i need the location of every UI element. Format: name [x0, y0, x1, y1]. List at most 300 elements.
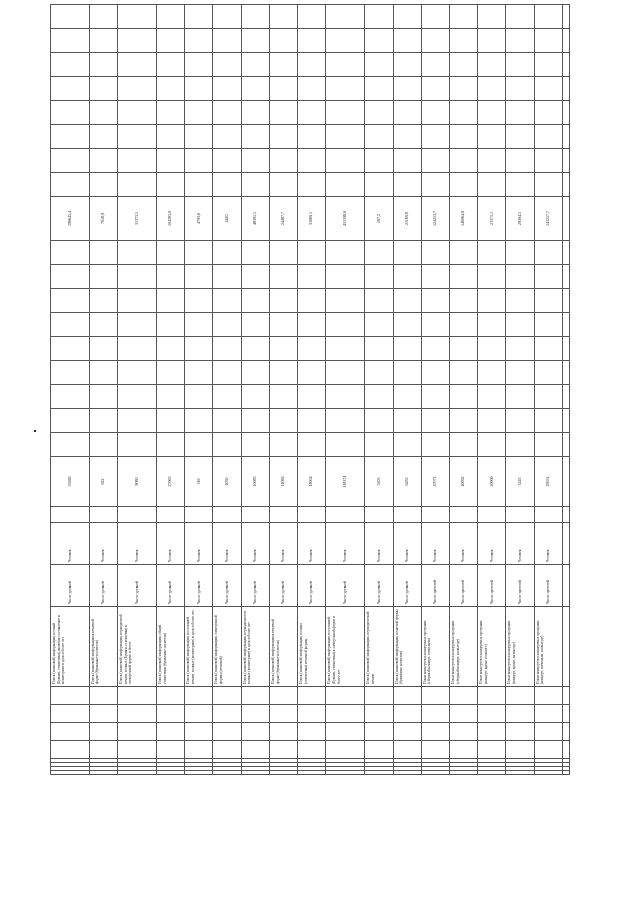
- empty-cell: [89, 149, 117, 173]
- empty-cell: [269, 173, 297, 197]
- empty-cell: [118, 385, 157, 409]
- empty-cell: [478, 763, 506, 767]
- empty-cell: [51, 149, 90, 173]
- empty-cell: [89, 5, 117, 29]
- empty-cell: [185, 507, 213, 523]
- empty-cell: [298, 53, 326, 77]
- empty-cell: [118, 265, 157, 289]
- planned-value-cell: 18004: [298, 457, 326, 507]
- empty-cell: [156, 767, 184, 771]
- empty-cell: [421, 687, 449, 705]
- empty-cell: [326, 289, 365, 313]
- empty-cell: [421, 53, 449, 77]
- empty-cell: [269, 241, 297, 265]
- empty-cell: [241, 337, 269, 361]
- table-row: [156, 5, 184, 775]
- empty-cell: [326, 687, 365, 705]
- empty-cell: [51, 771, 90, 775]
- empty-cell: [118, 29, 157, 53]
- indicator-name-cell: Число уровней: [393, 565, 421, 607]
- planned-value-cell: 316: [185, 457, 213, 507]
- empty-cell: [156, 241, 184, 265]
- empty-cell: [478, 385, 506, 409]
- planned-value-cell: 118374: [326, 457, 365, 507]
- empty-cell: [89, 241, 117, 265]
- empty-cell: [269, 337, 297, 361]
- empty-cell: [534, 149, 562, 173]
- empty-cell: [156, 361, 184, 385]
- empty-cell: [421, 29, 449, 53]
- empty-cell: [421, 337, 449, 361]
- empty-cell: [185, 687, 213, 705]
- empty-cell: [241, 763, 269, 767]
- empty-cell: [156, 763, 184, 767]
- empty-cell: [534, 313, 562, 337]
- empty-cell: [298, 289, 326, 313]
- table-row: [185, 5, 213, 775]
- empty-cell: [51, 433, 90, 457]
- empty-cell: [185, 759, 213, 763]
- empty-cell: [326, 767, 365, 771]
- empty-cell: [241, 687, 269, 705]
- empty-cell: [449, 433, 477, 457]
- empty-cell: [326, 385, 365, 409]
- empty-cell: [421, 149, 449, 173]
- empty-cell: [506, 53, 534, 77]
- empty-cell: [506, 313, 534, 337]
- empty-cell: [449, 741, 477, 759]
- service-name-cell: Поиск (плановой) информации, электронной формы (печатной): [213, 607, 241, 687]
- empty-cell: [213, 433, 241, 457]
- empty-cell: [506, 265, 534, 289]
- empty-cell: [506, 125, 534, 149]
- empty-cell: [506, 149, 534, 173]
- empty-cell: [393, 741, 421, 759]
- empty-cell: [156, 385, 184, 409]
- empty-cell: [393, 53, 421, 77]
- empty-cell: [89, 173, 117, 197]
- empty-cell: [185, 173, 213, 197]
- empty-cell: [421, 767, 449, 771]
- empty-cell: [506, 741, 534, 759]
- empty-cell: [298, 361, 326, 385]
- empty-cell: [213, 29, 241, 53]
- empty-cell: [156, 507, 184, 523]
- empty-cell: [562, 523, 569, 565]
- empty-cell: [534, 723, 562, 741]
- service-name-cell: Поиск (плановой) информации, постоянной (Бумаги, статистика) в электронной форме и более лет: [326, 607, 365, 687]
- empty-cell: [213, 5, 241, 29]
- table-row: [298, 5, 326, 775]
- empty-cell: [269, 53, 297, 77]
- volume-value-cell: 104383,9: [156, 197, 184, 241]
- empty-cell: [213, 723, 241, 741]
- empty-cell: [393, 337, 421, 361]
- empty-cell: [241, 265, 269, 289]
- empty-cell: [506, 763, 534, 767]
- volume-value-cell: 196645,4: [51, 197, 90, 241]
- volume-value-cell: 597,2: [365, 197, 393, 241]
- empty-cell: [51, 759, 90, 763]
- empty-cell: [562, 565, 569, 607]
- empty-cell: [478, 337, 506, 361]
- table-body: [51, 5, 570, 775]
- empty-cell: [156, 741, 184, 759]
- empty-cell: [562, 101, 569, 125]
- empty-cell: [506, 101, 534, 125]
- table-row: [51, 5, 90, 775]
- empty-cell: [185, 337, 213, 361]
- planned-value-cell: 4030: [213, 457, 241, 507]
- empty-cell: [562, 759, 569, 763]
- empty-cell: [365, 289, 393, 313]
- empty-cell: [51, 101, 90, 125]
- empty-cell: [241, 767, 269, 771]
- unit-cell: Человек: [118, 523, 157, 565]
- empty-cell: [478, 125, 506, 149]
- empty-cell: [89, 433, 117, 457]
- planned-value-cell: 3243: [506, 457, 534, 507]
- service-name-cell: Поиск (плановой) информации в печатной форме (бумажные носители): [269, 607, 297, 687]
- empty-cell: [118, 241, 157, 265]
- service-name-cell: Поиск (плановой) информации, постоянной печати, полных (мониторинг) в срок и более лет: [185, 607, 213, 687]
- empty-cell: [51, 767, 90, 771]
- empty-cell: [185, 5, 213, 29]
- indicator-name-cell: Число уровней: [269, 565, 297, 607]
- empty-cell: [213, 409, 241, 433]
- empty-cell: [51, 77, 90, 101]
- empty-cell: [156, 409, 184, 433]
- empty-cell: [298, 741, 326, 759]
- empty-cell: [298, 149, 326, 173]
- empty-cell: [421, 173, 449, 197]
- empty-cell: [298, 759, 326, 763]
- empty-cell: [393, 265, 421, 289]
- empty-cell: [534, 507, 562, 523]
- empty-cell: [421, 705, 449, 723]
- empty-cell: [506, 705, 534, 723]
- table-row: [213, 5, 241, 775]
- empty-cell: [51, 687, 90, 705]
- empty-cell: [326, 705, 365, 723]
- empty-cell: [326, 723, 365, 741]
- empty-cell: [326, 101, 365, 125]
- empty-cell: [365, 687, 393, 705]
- empty-cell: [534, 433, 562, 457]
- empty-cell: [421, 313, 449, 337]
- table-row: [89, 5, 117, 775]
- empty-cell: [478, 767, 506, 771]
- empty-cell: [534, 767, 562, 771]
- empty-cell: [562, 741, 569, 759]
- unit-cell: Человек: [506, 523, 534, 565]
- table-row: [241, 5, 269, 775]
- empty-cell: [506, 289, 534, 313]
- empty-cell: [118, 409, 157, 433]
- empty-cell: [326, 5, 365, 29]
- empty-cell: [89, 77, 117, 101]
- empty-cell: [156, 759, 184, 763]
- empty-cell: [213, 173, 241, 197]
- volume-value-cell: 4420: [213, 197, 241, 241]
- empty-cell: [241, 741, 269, 759]
- empty-cell: [326, 409, 365, 433]
- empty-cell: [156, 337, 184, 361]
- indicator-name-cell: Число зрителей: [478, 565, 506, 607]
- empty-cell: [365, 337, 393, 361]
- indicator-name-cell: Число уровней: [241, 565, 269, 607]
- empty-cell: [562, 385, 569, 409]
- table-row: [269, 5, 297, 775]
- empty-cell: [365, 101, 393, 125]
- empty-cell: [449, 763, 477, 767]
- empty-cell: [449, 759, 477, 763]
- empty-cell: [365, 53, 393, 77]
- empty-cell: [298, 723, 326, 741]
- service-name-cell: Поиск (плановой) информации, общей статистики (бумажные носители): [156, 607, 184, 687]
- empty-cell: [51, 265, 90, 289]
- indicator-name-cell: Число уровней: [118, 565, 157, 607]
- planned-value-cell: 5503: [365, 457, 393, 507]
- empty-cell: [449, 767, 477, 771]
- empty-cell: [393, 723, 421, 741]
- empty-cell: [478, 313, 506, 337]
- empty-cell: [449, 409, 477, 433]
- empty-cell: [421, 241, 449, 265]
- empty-cell: [156, 125, 184, 149]
- empty-cell: [118, 763, 157, 767]
- empty-cell: [118, 361, 157, 385]
- empty-cell: [478, 149, 506, 173]
- unit-cell: Человек: [51, 523, 90, 565]
- empty-cell: [393, 101, 421, 125]
- empty-cell: [51, 173, 90, 197]
- empty-cell: [185, 29, 213, 53]
- empty-cell: [241, 771, 269, 775]
- empty-cell: [534, 361, 562, 385]
- empty-cell: [89, 313, 117, 337]
- empty-cell: [89, 723, 117, 741]
- empty-cell: [213, 705, 241, 723]
- empty-cell: [365, 385, 393, 409]
- empty-cell: [185, 265, 213, 289]
- unit-cell: Человек: [269, 523, 297, 565]
- empty-cell: [241, 723, 269, 741]
- empty-cell: [241, 5, 269, 29]
- empty-cell: [506, 337, 534, 361]
- unit-cell: Человек: [393, 523, 421, 565]
- empty-cell: [393, 507, 421, 523]
- empty-cell: [118, 5, 157, 29]
- empty-cell: [185, 77, 213, 101]
- empty-cell: [118, 289, 157, 313]
- empty-cell: [421, 507, 449, 523]
- empty-cell: [51, 125, 90, 149]
- empty-cell: [298, 77, 326, 101]
- empty-cell: [534, 771, 562, 775]
- empty-cell: [393, 289, 421, 313]
- indicator-name-cell: Число зрителей: [506, 565, 534, 607]
- empty-cell: [118, 53, 157, 77]
- empty-cell: [326, 741, 365, 759]
- empty-cell: [326, 337, 365, 361]
- empty-cell: [89, 125, 117, 149]
- empty-cell: [269, 5, 297, 29]
- empty-cell: [534, 741, 562, 759]
- empty-cell: [241, 149, 269, 173]
- volume-value-cell: 48391,1: [241, 197, 269, 241]
- empty-cell: [393, 767, 421, 771]
- empty-cell: [562, 607, 569, 687]
- empty-cell: [365, 173, 393, 197]
- planned-value-cell: 10083: [241, 457, 269, 507]
- empty-cell: [421, 741, 449, 759]
- empty-cell: [421, 723, 449, 741]
- empty-cell: [562, 705, 569, 723]
- unit-cell: Человек: [213, 523, 241, 565]
- planned-value-cell: 40092: [449, 457, 477, 507]
- service-name-cell: Поиск (плановой) информации, периодичной печати, полных (Бумаги, статистика) в электронной форме и более: [118, 607, 157, 687]
- empty-cell: [421, 5, 449, 29]
- empty-cell: [478, 759, 506, 763]
- indicator-name-cell: Число уровней: [185, 565, 213, 607]
- table-row: [534, 5, 562, 775]
- empty-cell: [393, 409, 421, 433]
- empty-cell: [534, 53, 562, 77]
- empty-cell: [241, 361, 269, 385]
- empty-cell: [365, 265, 393, 289]
- empty-cell: [51, 241, 90, 265]
- volume-value-cell: 451598,6: [326, 197, 365, 241]
- empty-cell: [185, 771, 213, 775]
- empty-cell: [269, 507, 297, 523]
- empty-cell: [298, 101, 326, 125]
- empty-cell: [89, 741, 117, 759]
- empty-cell: [365, 241, 393, 265]
- empty-cell: [269, 767, 297, 771]
- empty-cell: [213, 149, 241, 173]
- empty-cell: [365, 705, 393, 723]
- empty-cell: [51, 29, 90, 53]
- empty-cell: [393, 433, 421, 457]
- empty-cell: [449, 241, 477, 265]
- empty-cell: [185, 433, 213, 457]
- empty-cell: [478, 723, 506, 741]
- empty-cell: [534, 77, 562, 101]
- volume-value-cell: 31669,1: [298, 197, 326, 241]
- empty-cell: [156, 687, 184, 705]
- empty-cell: [185, 289, 213, 313]
- empty-cell: [506, 767, 534, 771]
- empty-cell: [365, 149, 393, 173]
- empty-cell: [421, 289, 449, 313]
- empty-cell: [51, 385, 90, 409]
- empty-cell: [534, 289, 562, 313]
- empty-cell: [89, 705, 117, 723]
- empty-cell: [298, 507, 326, 523]
- empty-cell: [118, 149, 157, 173]
- empty-cell: [449, 361, 477, 385]
- empty-cell: [241, 385, 269, 409]
- empty-cell: [449, 337, 477, 361]
- service-name-cell: Поиск (плановой) информации, полный (Бумаги, статистика), включая составление и мониторинг в срок и более лет: [51, 607, 90, 687]
- empty-cell: [51, 763, 90, 767]
- indicator-name-cell: Число уровней: [51, 565, 90, 607]
- empty-cell: [393, 173, 421, 197]
- empty-cell: [185, 723, 213, 741]
- empty-cell: [241, 77, 269, 101]
- unit-cell: Человек: [534, 523, 562, 565]
- empty-cell: [156, 149, 184, 173]
- empty-cell: [51, 361, 90, 385]
- empty-cell: [213, 771, 241, 775]
- empty-cell: [269, 705, 297, 723]
- volume-value-cell: 21169,8: [393, 197, 421, 241]
- empty-cell: [185, 241, 213, 265]
- service-name-cell: Показ концертов и концертных программ (сборный концерт, спектакли): [421, 607, 449, 687]
- empty-cell: [118, 705, 157, 723]
- unit-cell: Человек: [89, 523, 117, 565]
- empty-cell: [326, 763, 365, 767]
- empty-cell: [365, 409, 393, 433]
- empty-cell: [269, 763, 297, 767]
- empty-cell: [118, 767, 157, 771]
- empty-cell: [156, 705, 184, 723]
- empty-cell: [51, 53, 90, 77]
- empty-cell: [326, 149, 365, 173]
- empty-cell: [326, 433, 365, 457]
- indicator-name-cell: Число зрителей: [421, 565, 449, 607]
- planned-value-cell: 922: [89, 457, 117, 507]
- empty-cell: [213, 289, 241, 313]
- service-name-cell: Поиск (плановой) информации, печатной формы (бумажные носители): [393, 607, 421, 687]
- empty-cell: [51, 705, 90, 723]
- empty-cell: [449, 53, 477, 77]
- empty-cell: [326, 361, 365, 385]
- empty-cell: [326, 53, 365, 77]
- unit-cell: Человек: [156, 523, 184, 565]
- empty-cell: [118, 507, 157, 523]
- empty-cell: [534, 705, 562, 723]
- empty-cell: [562, 265, 569, 289]
- empty-cell: [241, 289, 269, 313]
- empty-cell: [449, 173, 477, 197]
- empty-cell: [298, 265, 326, 289]
- indicator-name-cell: Число уровней: [365, 565, 393, 607]
- empty-cell: [298, 705, 326, 723]
- empty-cell: [326, 77, 365, 101]
- empty-cell: [421, 385, 449, 409]
- empty-cell: [213, 687, 241, 705]
- empty-cell: [269, 125, 297, 149]
- empty-cell: [562, 289, 569, 313]
- empty-cell: [213, 313, 241, 337]
- empty-cell: [89, 409, 117, 433]
- empty-cell: [269, 759, 297, 763]
- empty-cell: [562, 763, 569, 767]
- empty-cell: [185, 125, 213, 149]
- empty-cell: [534, 265, 562, 289]
- empty-cell: [241, 241, 269, 265]
- empty-cell: [478, 77, 506, 101]
- empty-cell: [449, 5, 477, 29]
- empty-cell: [185, 361, 213, 385]
- empty-cell: [534, 101, 562, 125]
- unit-cell: Человек: [185, 523, 213, 565]
- empty-cell: [506, 723, 534, 741]
- volume-value-cell: 31373,5: [118, 197, 157, 241]
- empty-cell: [213, 101, 241, 125]
